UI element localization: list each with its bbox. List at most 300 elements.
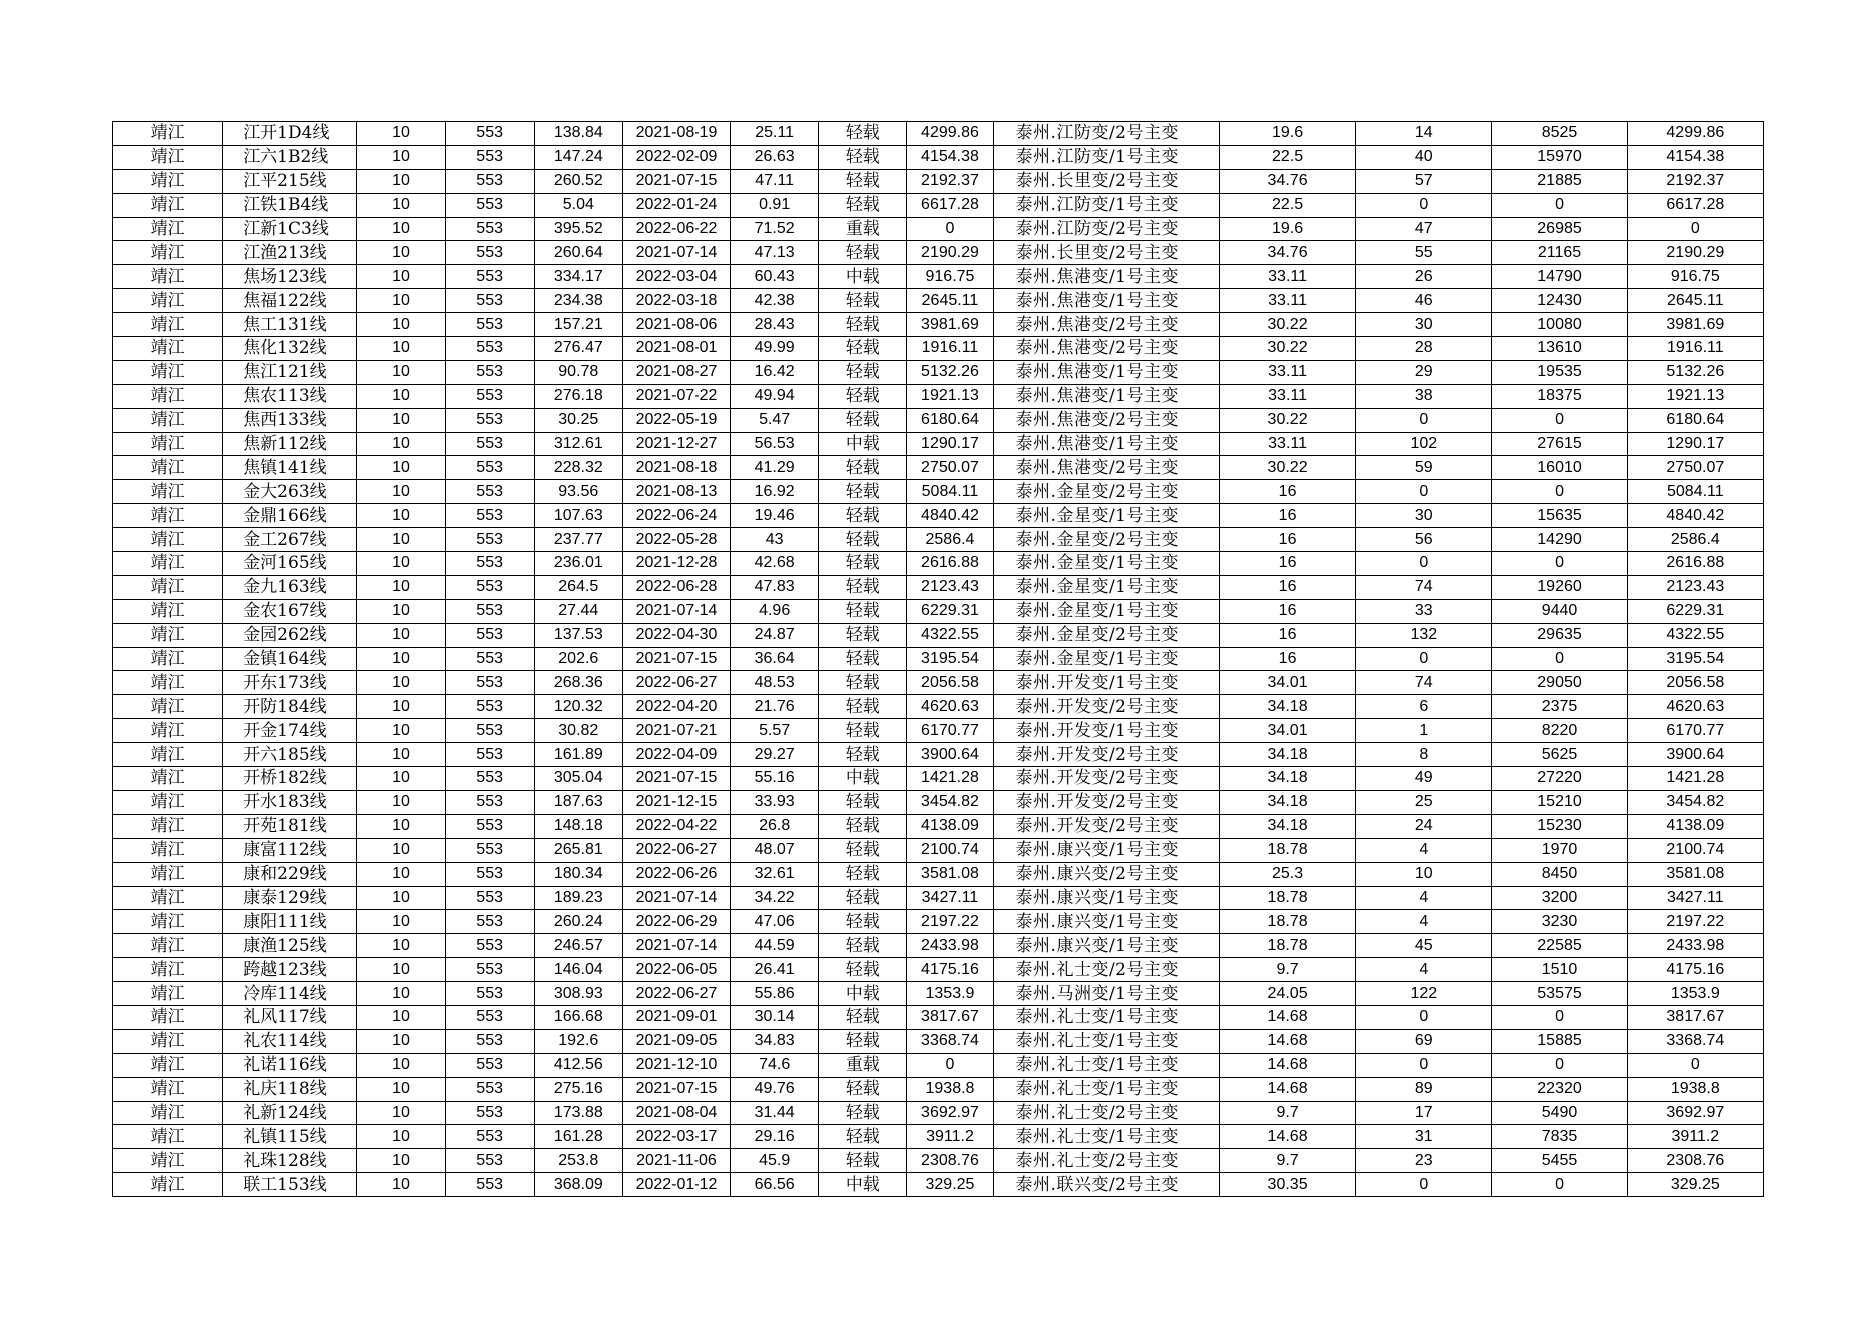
cell-count: 45 — [1356, 934, 1492, 958]
cell-substation: 泰州.长里变/2号主变 — [993, 241, 1219, 265]
cell-rate: 0.91 — [731, 193, 819, 217]
cell-value-a: 305.04 — [534, 767, 622, 791]
cell-count: 38 — [1356, 384, 1492, 408]
table-row — [113, 671, 1764, 695]
cell-capacity: 27615 — [1492, 432, 1627, 456]
cell-code: 553 — [445, 145, 534, 169]
cell-value-c: 33.11 — [1219, 265, 1355, 289]
cell-rate: 34.83 — [731, 1029, 819, 1053]
cell-date: 2022-04-30 — [622, 623, 730, 647]
table-row — [113, 910, 1764, 934]
cell-value-c: 30.22 — [1219, 313, 1355, 337]
cell-value-d: 6170.77 — [1627, 719, 1763, 743]
cell-rate: 19.46 — [731, 504, 819, 528]
cell-date: 2021-11-06 — [622, 1149, 730, 1173]
cell-region: 靖江 — [113, 982, 223, 1006]
cell-substation: 泰州.焦港变/2号主变 — [993, 337, 1219, 361]
cell-value-c: 14.68 — [1219, 1077, 1355, 1101]
cell-date: 2021-07-15 — [622, 1077, 730, 1101]
cell-load-status: 中载 — [819, 1173, 907, 1197]
cell-load-status: 轻载 — [819, 934, 907, 958]
cell-code: 553 — [445, 1149, 534, 1173]
cell-value-a: 146.04 — [534, 958, 622, 982]
cell-voltage: 10 — [357, 337, 445, 361]
cell-region: 靖江 — [113, 910, 223, 934]
cell-line: 焦化132线 — [223, 337, 357, 361]
cell-load-status: 轻载 — [819, 719, 907, 743]
cell-code: 553 — [445, 313, 534, 337]
cell-date: 2021-08-18 — [622, 456, 730, 480]
cell-date: 2022-06-22 — [622, 217, 730, 241]
cell-substation: 泰州.金星变/1号主变 — [993, 647, 1219, 671]
cell-substation: 泰州.焦港变/1号主变 — [993, 265, 1219, 289]
cell-value-a: 5.04 — [534, 193, 622, 217]
cell-line: 开桥182线 — [223, 767, 357, 791]
cell-value-c: 34.01 — [1219, 671, 1355, 695]
cell-code: 553 — [445, 1173, 534, 1197]
cell-value-d: 3981.69 — [1627, 313, 1763, 337]
cell-rate: 47.06 — [731, 910, 819, 934]
cell-substation: 泰州.江防变/2号主变 — [993, 217, 1219, 241]
cell-value-b: 1938.8 — [907, 1077, 993, 1101]
cell-value-d: 6229.31 — [1627, 599, 1763, 623]
table-row — [113, 862, 1764, 886]
cell-capacity: 18375 — [1492, 384, 1627, 408]
cell-load-status: 轻载 — [819, 575, 907, 599]
cell-value-c: 16 — [1219, 599, 1355, 623]
cell-rate: 4.96 — [731, 599, 819, 623]
cell-count: 6 — [1356, 695, 1492, 719]
cell-value-a: 147.24 — [534, 145, 622, 169]
cell-voltage: 10 — [357, 480, 445, 504]
cell-load-status: 轻载 — [819, 862, 907, 886]
cell-voltage: 10 — [357, 360, 445, 384]
cell-rate: 29.27 — [731, 743, 819, 767]
cell-line: 开金174线 — [223, 719, 357, 743]
cell-value-b: 3817.67 — [907, 1005, 993, 1029]
cell-value-d: 2123.43 — [1627, 575, 1763, 599]
cell-date: 2021-09-01 — [622, 1005, 730, 1029]
cell-region: 靖江 — [113, 862, 223, 886]
cell-value-d: 2308.76 — [1627, 1149, 1763, 1173]
cell-region: 靖江 — [113, 1149, 223, 1173]
cell-substation: 泰州.开发变/2号主变 — [993, 814, 1219, 838]
cell-voltage: 10 — [357, 1029, 445, 1053]
cell-value-b: 2308.76 — [907, 1149, 993, 1173]
cell-rate: 48.53 — [731, 671, 819, 695]
cell-line: 江六1B2线 — [223, 145, 357, 169]
cell-code: 553 — [445, 384, 534, 408]
cell-capacity: 21885 — [1492, 169, 1627, 193]
cell-value-d: 3427.11 — [1627, 886, 1763, 910]
cell-load-status: 轻载 — [819, 623, 907, 647]
table-row — [113, 838, 1764, 862]
table-row — [113, 647, 1764, 671]
cell-value-c: 14.68 — [1219, 1005, 1355, 1029]
cell-value-c: 34.76 — [1219, 169, 1355, 193]
table-row — [113, 408, 1764, 432]
cell-code: 553 — [445, 122, 534, 146]
table-row — [113, 432, 1764, 456]
cell-value-a: 173.88 — [534, 1101, 622, 1125]
cell-code: 553 — [445, 599, 534, 623]
cell-voltage: 10 — [357, 265, 445, 289]
cell-value-d: 0 — [1627, 217, 1763, 241]
cell-value-d: 1353.9 — [1627, 982, 1763, 1006]
cell-code: 553 — [445, 671, 534, 695]
cell-value-a: 395.52 — [534, 217, 622, 241]
cell-value-a: 180.34 — [534, 862, 622, 886]
cell-line: 开东173线 — [223, 671, 357, 695]
cell-load-status: 重载 — [819, 217, 907, 241]
cell-value-d: 1921.13 — [1627, 384, 1763, 408]
cell-value-a: 107.63 — [534, 504, 622, 528]
cell-substation: 泰州.礼士变/1号主变 — [993, 1077, 1219, 1101]
cell-count: 31 — [1356, 1125, 1492, 1149]
cell-value-c: 16 — [1219, 552, 1355, 576]
table-body — [113, 122, 1764, 1197]
cell-substation: 泰州.礼士变/2号主变 — [993, 958, 1219, 982]
cell-rate: 25.11 — [731, 122, 819, 146]
cell-substation: 泰州.马洲变/1号主变 — [993, 982, 1219, 1006]
cell-code: 553 — [445, 265, 534, 289]
cell-value-d: 2100.74 — [1627, 838, 1763, 862]
cell-date: 2021-07-15 — [622, 767, 730, 791]
cell-rate: 16.42 — [731, 360, 819, 384]
cell-capacity: 14290 — [1492, 528, 1627, 552]
cell-value-c: 9.7 — [1219, 1149, 1355, 1173]
cell-region: 靖江 — [113, 814, 223, 838]
cell-region: 靖江 — [113, 1053, 223, 1077]
cell-region: 靖江 — [113, 886, 223, 910]
cell-region: 靖江 — [113, 528, 223, 552]
cell-capacity: 15210 — [1492, 790, 1627, 814]
cell-voltage: 10 — [357, 862, 445, 886]
cell-value-b: 3195.54 — [907, 647, 993, 671]
cell-value-b: 4299.86 — [907, 122, 993, 146]
cell-code: 553 — [445, 719, 534, 743]
cell-capacity: 53575 — [1492, 982, 1627, 1006]
cell-substation: 泰州.金星变/2号主变 — [993, 623, 1219, 647]
cell-rate: 31.44 — [731, 1101, 819, 1125]
cell-date: 2022-01-24 — [622, 193, 730, 217]
cell-value-a: 30.82 — [534, 719, 622, 743]
cell-region: 靖江 — [113, 432, 223, 456]
cell-date: 2021-07-14 — [622, 886, 730, 910]
cell-substation: 泰州.焦港变/1号主变 — [993, 360, 1219, 384]
cell-capacity: 15970 — [1492, 145, 1627, 169]
cell-count: 17 — [1356, 1101, 1492, 1125]
table-row — [113, 934, 1764, 958]
cell-count: 29 — [1356, 360, 1492, 384]
cell-capacity: 0 — [1492, 408, 1627, 432]
cell-value-a: 368.09 — [534, 1173, 622, 1197]
cell-value-c: 14.68 — [1219, 1053, 1355, 1077]
table-row — [113, 1053, 1764, 1077]
table-row — [113, 623, 1764, 647]
cell-substation: 泰州.康兴变/2号主变 — [993, 862, 1219, 886]
cell-code: 553 — [445, 169, 534, 193]
cell-rate: 41.29 — [731, 456, 819, 480]
cell-code: 553 — [445, 504, 534, 528]
cell-substation: 泰州.礼士变/2号主变 — [993, 1149, 1219, 1173]
cell-line: 礼诺116线 — [223, 1053, 357, 1077]
cell-value-b: 1353.9 — [907, 982, 993, 1006]
table-row — [113, 1125, 1764, 1149]
cell-voltage: 10 — [357, 408, 445, 432]
cell-rate: 66.56 — [731, 1173, 819, 1197]
cell-value-c: 24.05 — [1219, 982, 1355, 1006]
cell-load-status: 轻载 — [819, 1005, 907, 1029]
cell-value-a: 192.6 — [534, 1029, 622, 1053]
cell-value-b: 329.25 — [907, 1173, 993, 1197]
cell-line: 礼风117线 — [223, 1005, 357, 1029]
cell-value-a: 264.5 — [534, 575, 622, 599]
cell-rate: 33.93 — [731, 790, 819, 814]
cell-rate: 26.41 — [731, 958, 819, 982]
cell-substation: 泰州.康兴变/1号主变 — [993, 910, 1219, 934]
cell-voltage: 10 — [357, 552, 445, 576]
cell-rate: 49.76 — [731, 1077, 819, 1101]
table-row — [113, 456, 1764, 480]
cell-load-status: 轻载 — [819, 384, 907, 408]
cell-voltage: 10 — [357, 528, 445, 552]
cell-value-b: 1921.13 — [907, 384, 993, 408]
cell-value-d: 916.75 — [1627, 265, 1763, 289]
cell-value-a: 138.84 — [534, 122, 622, 146]
cell-code: 553 — [445, 456, 534, 480]
cell-capacity: 22320 — [1492, 1077, 1627, 1101]
cell-capacity: 15230 — [1492, 814, 1627, 838]
cell-voltage: 10 — [357, 1101, 445, 1125]
cell-capacity: 16010 — [1492, 456, 1627, 480]
cell-value-a: 161.28 — [534, 1125, 622, 1149]
cell-date: 2022-06-05 — [622, 958, 730, 982]
cell-value-d: 6180.64 — [1627, 408, 1763, 432]
cell-count: 102 — [1356, 432, 1492, 456]
cell-line: 冷库114线 — [223, 982, 357, 1006]
cell-line: 焦场123线 — [223, 265, 357, 289]
cell-value-b: 2123.43 — [907, 575, 993, 599]
cell-value-d: 4322.55 — [1627, 623, 1763, 647]
cell-capacity: 15885 — [1492, 1029, 1627, 1053]
cell-code: 553 — [445, 862, 534, 886]
cell-region: 靖江 — [113, 958, 223, 982]
cell-value-b: 6170.77 — [907, 719, 993, 743]
cell-region: 靖江 — [113, 719, 223, 743]
cell-voltage: 10 — [357, 169, 445, 193]
cell-code: 553 — [445, 790, 534, 814]
cell-voltage: 10 — [357, 958, 445, 982]
cell-count: 24 — [1356, 814, 1492, 838]
cell-load-status: 轻载 — [819, 360, 907, 384]
cell-capacity: 0 — [1492, 647, 1627, 671]
cell-rate: 74.6 — [731, 1053, 819, 1077]
cell-load-status: 轻载 — [819, 599, 907, 623]
cell-region: 靖江 — [113, 695, 223, 719]
cell-region: 靖江 — [113, 790, 223, 814]
cell-date: 2021-07-14 — [622, 241, 730, 265]
cell-code: 553 — [445, 337, 534, 361]
cell-line: 金九163线 — [223, 575, 357, 599]
cell-region: 靖江 — [113, 289, 223, 313]
cell-value-a: 187.63 — [534, 790, 622, 814]
table-row — [113, 360, 1764, 384]
cell-date: 2021-12-10 — [622, 1053, 730, 1077]
cell-load-status: 轻载 — [819, 456, 907, 480]
cell-line: 开苑181线 — [223, 814, 357, 838]
cell-load-status: 轻载 — [819, 169, 907, 193]
cell-value-d: 4138.09 — [1627, 814, 1763, 838]
cell-substation: 泰州.焦港变/1号主变 — [993, 384, 1219, 408]
cell-value-c: 16 — [1219, 528, 1355, 552]
cell-substation: 泰州.联兴变/2号主变 — [993, 1173, 1219, 1197]
cell-region: 靖江 — [113, 552, 223, 576]
cell-voltage: 10 — [357, 1125, 445, 1149]
cell-line: 江渔213线 — [223, 241, 357, 265]
cell-value-a: 312.61 — [534, 432, 622, 456]
table-row — [113, 599, 1764, 623]
cell-value-c: 22.5 — [1219, 193, 1355, 217]
cell-value-c: 34.18 — [1219, 767, 1355, 791]
cell-region: 靖江 — [113, 360, 223, 384]
cell-region: 靖江 — [113, 623, 223, 647]
cell-count: 69 — [1356, 1029, 1492, 1053]
cell-value-a: 236.01 — [534, 552, 622, 576]
cell-code: 553 — [445, 1077, 534, 1101]
cell-code: 553 — [445, 552, 534, 576]
cell-line: 焦江121线 — [223, 360, 357, 384]
cell-value-b: 0 — [907, 1053, 993, 1077]
cell-value-b: 4138.09 — [907, 814, 993, 838]
cell-voltage: 10 — [357, 1053, 445, 1077]
cell-code: 553 — [445, 934, 534, 958]
cell-load-status: 轻载 — [819, 504, 907, 528]
cell-value-c: 22.5 — [1219, 145, 1355, 169]
cell-load-status: 轻载 — [819, 647, 907, 671]
cell-line: 金河165线 — [223, 552, 357, 576]
cell-date: 2022-04-09 — [622, 743, 730, 767]
cell-date: 2021-12-28 — [622, 552, 730, 576]
cell-value-a: 93.56 — [534, 480, 622, 504]
cell-value-b: 5132.26 — [907, 360, 993, 384]
cell-rate: 49.94 — [731, 384, 819, 408]
cell-load-status: 中载 — [819, 767, 907, 791]
cell-capacity: 22585 — [1492, 934, 1627, 958]
cell-line: 江新1C3线 — [223, 217, 357, 241]
table-row — [113, 337, 1764, 361]
cell-load-status: 中载 — [819, 982, 907, 1006]
cell-rate: 71.52 — [731, 217, 819, 241]
cell-date: 2021-08-19 — [622, 122, 730, 146]
cell-code: 553 — [445, 623, 534, 647]
cell-value-c: 30.35 — [1219, 1173, 1355, 1197]
cell-value-c: 14.68 — [1219, 1125, 1355, 1149]
cell-capacity: 5625 — [1492, 743, 1627, 767]
cell-value-d: 3368.74 — [1627, 1029, 1763, 1053]
cell-value-d: 4175.16 — [1627, 958, 1763, 982]
cell-load-status: 轻载 — [819, 193, 907, 217]
cell-value-a: 237.77 — [534, 528, 622, 552]
cell-count: 28 — [1356, 337, 1492, 361]
cell-count: 26 — [1356, 265, 1492, 289]
cell-substation: 泰州.康兴变/1号主变 — [993, 934, 1219, 958]
cell-capacity: 12430 — [1492, 289, 1627, 313]
cell-substation: 泰州.金星变/1号主变 — [993, 599, 1219, 623]
cell-load-status: 中载 — [819, 432, 907, 456]
cell-value-b: 4840.42 — [907, 504, 993, 528]
cell-rate: 55.86 — [731, 982, 819, 1006]
cell-value-b: 2433.98 — [907, 934, 993, 958]
cell-line: 焦新112线 — [223, 432, 357, 456]
cell-date: 2022-06-27 — [622, 671, 730, 695]
cell-voltage: 10 — [357, 193, 445, 217]
cell-substation: 泰州.金星变/1号主变 — [993, 504, 1219, 528]
cell-region: 靖江 — [113, 504, 223, 528]
cell-code: 553 — [445, 958, 534, 982]
cell-value-a: 268.36 — [534, 671, 622, 695]
cell-code: 553 — [445, 480, 534, 504]
cell-substation: 泰州.礼士变/1号主变 — [993, 1029, 1219, 1053]
cell-voltage: 10 — [357, 384, 445, 408]
cell-load-status: 轻载 — [819, 122, 907, 146]
cell-capacity: 0 — [1492, 1053, 1627, 1077]
cell-date: 2021-08-01 — [622, 337, 730, 361]
cell-substation: 泰州.康兴变/1号主变 — [993, 886, 1219, 910]
cell-line: 焦镇141线 — [223, 456, 357, 480]
cell-value-b: 3427.11 — [907, 886, 993, 910]
cell-capacity: 5490 — [1492, 1101, 1627, 1125]
cell-date: 2021-08-04 — [622, 1101, 730, 1125]
cell-count: 0 — [1356, 1173, 1492, 1197]
cell-count: 30 — [1356, 504, 1492, 528]
cell-line: 江开1D4线 — [223, 122, 357, 146]
cell-value-b: 2197.22 — [907, 910, 993, 934]
table-row — [113, 313, 1764, 337]
cell-value-c: 18.78 — [1219, 838, 1355, 862]
cell-count: 74 — [1356, 671, 1492, 695]
cell-count: 74 — [1356, 575, 1492, 599]
cell-date: 2022-03-17 — [622, 1125, 730, 1149]
cell-count: 33 — [1356, 599, 1492, 623]
cell-line: 康富112线 — [223, 838, 357, 862]
cell-value-b: 2586.4 — [907, 528, 993, 552]
cell-voltage: 10 — [357, 719, 445, 743]
cell-value-c: 33.11 — [1219, 384, 1355, 408]
cell-date: 2021-12-27 — [622, 432, 730, 456]
cell-date: 2022-01-12 — [622, 1173, 730, 1197]
table-row — [113, 193, 1764, 217]
cell-value-a: 27.44 — [534, 599, 622, 623]
table-row — [113, 384, 1764, 408]
cell-region: 靖江 — [113, 480, 223, 504]
cell-load-status: 轻载 — [819, 145, 907, 169]
cell-voltage: 10 — [357, 575, 445, 599]
cell-code: 553 — [445, 838, 534, 862]
cell-region: 靖江 — [113, 1101, 223, 1125]
table-row — [113, 1077, 1764, 1101]
table-row — [113, 528, 1764, 552]
cell-region: 靖江 — [113, 193, 223, 217]
cell-value-d: 3817.67 — [1627, 1005, 1763, 1029]
cell-load-status: 轻载 — [819, 695, 907, 719]
cell-value-d: 2190.29 — [1627, 241, 1763, 265]
cell-code: 553 — [445, 695, 534, 719]
cell-capacity: 19535 — [1492, 360, 1627, 384]
cell-substation: 泰州.金星变/1号主变 — [993, 575, 1219, 599]
cell-capacity: 1970 — [1492, 838, 1627, 862]
cell-load-status: 轻载 — [819, 886, 907, 910]
